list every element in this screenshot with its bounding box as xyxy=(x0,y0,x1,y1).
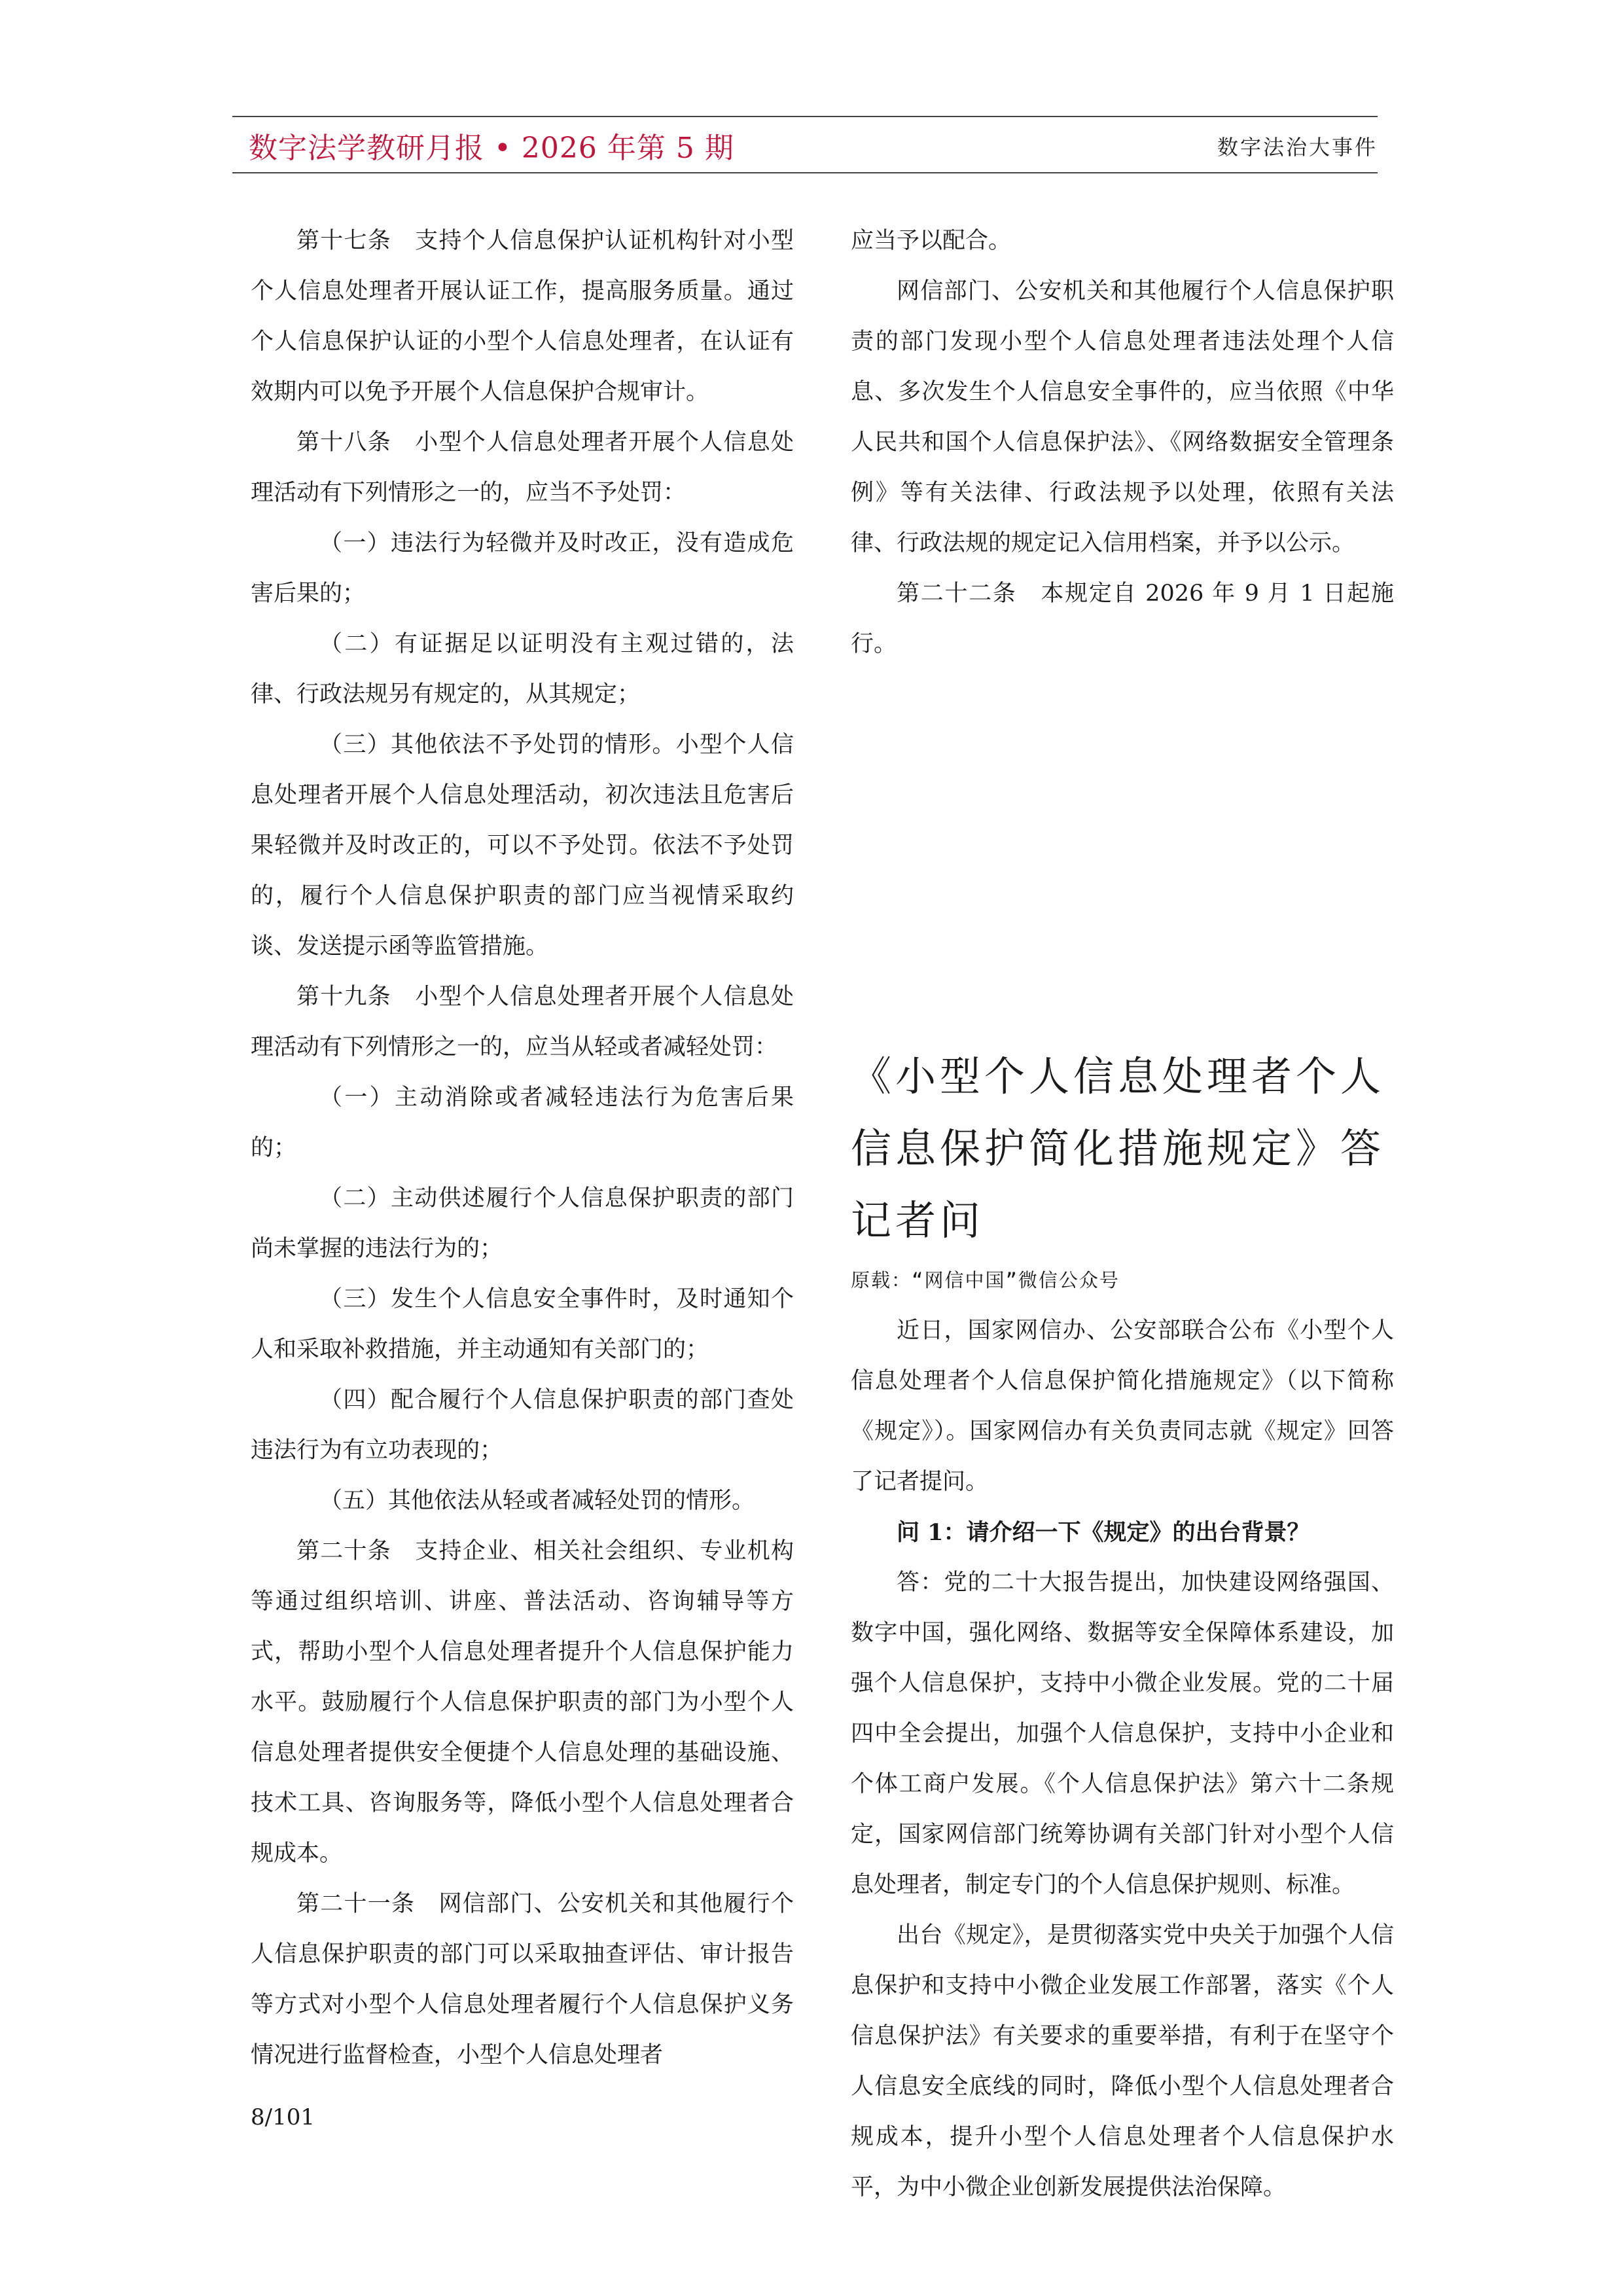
paragraph: 答：党的二十大报告提出，加快建设网络强国、数字中国，强化网络、数据等安全保障体系建设，加强个人信息保护，支持中小微企业发展。党的二十届四中全会提出，加强个人信息保护，支持中小企业和个体工商户发展。《个人信息保护法》第六十二条规定，国家网信部门统筹协调有关部门针对小型个人信息处理者，制定专门的个人信息保护规则、标准。 xyxy=(851,1570,1394,1898)
paragraph: （一）主动消除或者减轻违法行为危害后果的； xyxy=(251,1085,794,1161)
left-column xyxy=(251,216,794,2081)
right-column-top xyxy=(851,216,1394,670)
header-bottom-rule xyxy=(232,172,1378,173)
paragraph: （三）发生个人信息安全事件时，及时通知个人和采取补救措施，并主动通知有关部门的； xyxy=(251,1286,794,1363)
paragraph: 第二十一条 网信部门、公安机关和其他履行个人信息保护职责的部门可以采取抽查评估、审计报告等方式对小型个人信息处理者履行个人信息保护义务情况进行监督检查，小型个人信息处理者 xyxy=(251,1891,794,2068)
paragraph: 第二十二条 本规定自 2026 年 9 月 1 日起施行。 xyxy=(851,581,1394,657)
header-top-rule xyxy=(232,116,1378,117)
paragraph: （四）配合履行个人信息保护职责的部门查处违法行为有立功表现的； xyxy=(251,1387,794,1463)
paragraph: （五）其他依法从轻或者减轻处罚的情形。 xyxy=(319,1488,755,1514)
journal-title: 数字法学教研月报 • 2026 年第 5 期 xyxy=(249,132,734,165)
paragraph: 第十七条 支持个人信息保护认证机构针对小型个人信息处理者开展认证工作，提高服务质量。通过个人信息保护认证的小型个人信息处理者，在认证有效期内可以免予开展个人信息保护合规审计。 xyxy=(251,228,794,405)
paragraph: 网信部门、公安机关和其他履行个人信息保护职责的部门发现小型个人信息处理者违法处理个人信息、多次发生个人信息安全事件的，应当依照《中华人民共和国个人信息保护法》、《网络数据安全管理条例》等有关法律、行政法规予以处理，依照有关法律、行政法规的规定记入信用档案，并予以公示。 xyxy=(851,278,1394,556)
page-number: 8/101 xyxy=(251,2104,315,2130)
paragraph: 第二十条 支持企业、相关社会组织、专业机构等通过组织培训、讲座、普法活动、咨询辅导等方式，帮助小型个人信息处理者提升个人信息保护能力水平。鼓励履行个人信息保护职责的部门为小型个人信息处理者提供安全便捷个人信息处理的基础设施、技术工具、咨询服务等，降低小型个人信息处理者合规成本。 xyxy=(251,1538,794,1867)
interview-article xyxy=(851,1041,1394,2213)
paragraph: 应当予以配合。 xyxy=(851,228,1012,254)
paragraph: 出台《规定》，是贯彻落实党中央关于加强个人信息保护和支持中小微企业发展工作部署，落实《个人信息保护法》有关要求的重要举措，有利于在坚守个人信息安全底线的同时，降低小型个人信息处理者合规成本，提升小型个人信息处理者个人信息保护水平，为中小微企业创新发展提供法治保障。 xyxy=(851,1922,1394,2200)
section-title: 数字法治大事件 xyxy=(1217,135,1378,160)
article-title: 《小型个人信息处理者个人信息保护简化措施规定》答记者问 xyxy=(851,1052,1385,1244)
paragraph: 第十九条 小型个人信息处理者开展个人信息处理活动有下列情形之一的，应当从轻或者减轻处罚： xyxy=(251,984,794,1060)
paragraph: 问 1：请介绍一下《规定》的出台背景？ xyxy=(897,1519,1310,1546)
article-source: 原载：“网信中国”微信公众号 xyxy=(851,1269,1120,1291)
paragraph: （一）违法行为轻微并及时改正，没有造成危害后果的； xyxy=(251,530,794,607)
paragraph: （二）主动供述履行个人信息保护职责的部门尚未掌握的违法行为的； xyxy=(251,1185,794,1262)
article-body xyxy=(851,1306,1394,2213)
paragraph: 第十八条 小型个人信息处理者开展个人信息处理活动有下列情形之一的，应当不予处罚： xyxy=(251,429,794,506)
paragraph: （三）其他依法不予处罚的情形。小型个人信息处理者开展个人信息处理活动，初次违法且危害后果轻微并及时改正的，可以不予处罚。依法不予处罚的，履行个人信息保护职责的部门应当视情采取约谈、发送提示函等监管措施。 xyxy=(251,732,794,960)
paragraph: （二）有证据足以证明没有主观过错的，法律、行政法规另有规定的，从其规定； xyxy=(251,631,794,708)
paragraph: 近日，国家网信办、公安部联合公布《小型个人信息处理者个人信息保护简化措施规定》（以下简称《规定》）。国家网信办有关负责同志就《规定》回答了记者提问。 xyxy=(851,1318,1394,1495)
